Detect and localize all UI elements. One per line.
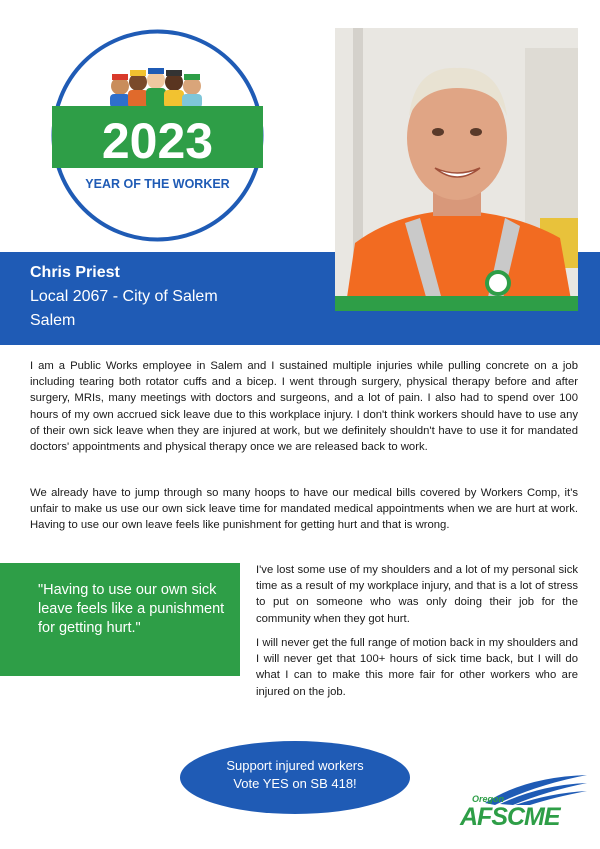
story-paragraph-4: I will never get the full range of motion back in my shoulders and I will never get that 100+ hours of sick time back, but I will do what I can to make this more fair for other workers who are injured on the job. bbox=[256, 637, 578, 698]
story-paragraph-3: I've lost some use of my shoulders and a lot of my personal sick time as a result of my workplace injury, and that is a lot of stress to put on someone who was only doing their job for the community when they got hurt. bbox=[256, 564, 578, 625]
pull-quote-text: "Having to use our own sick leave feels like a punishment for getting hurt." bbox=[38, 582, 225, 636]
support-cta-oval bbox=[180, 741, 410, 814]
cta-line-1: Support injured workers bbox=[226, 758, 364, 773]
pull-quote-box bbox=[0, 563, 240, 676]
afscme-state: Oregon bbox=[472, 794, 505, 804]
cta-line-2: Vote YES on SB 418! bbox=[233, 776, 357, 791]
worker-city: Salem bbox=[30, 312, 76, 329]
workers-illustration-icon bbox=[110, 68, 202, 108]
logo-subtitle: YEAR OF THE WORKER bbox=[85, 177, 230, 191]
logo-year: 2023 bbox=[101, 113, 214, 169]
worker-local: Local 2067 - City of Salem bbox=[30, 288, 218, 305]
worker-photo bbox=[335, 28, 578, 311]
story-paragraph-2: We already have to jump through so many hoops to have our medical bills covered by Workers Comp, it's unfair to make us use our own sick leave time for mandated medical appointments when we are hurt at work. Having to use our own leave feels like punishment for getting hurt and that is wrong. bbox=[30, 487, 578, 532]
year-of-worker-logo bbox=[50, 28, 265, 243]
worker-name: Chris Priest bbox=[30, 264, 120, 281]
oregon-afscme-logo bbox=[455, 775, 590, 833]
story-paragraph-1: I am a Public Works employee in Salem and I sustained multiple injuries while pulling concrete on a job including tearing both rotator cuffs and a bicep. I went through surgery, physical therapy before and after surgery, MRIs, many meetings with doctors and surgeons, and a lot of pain. I also had to spend over 100 hours of my own accrued sick leave due to this workplace injury. I don't think workers should have to use any of their own sick leave when they are injured at work, but we definitely shouldn't have to use it for mandated doctors' appointments and physical therapy once we are released back to work. bbox=[30, 360, 578, 454]
afscme-brand: AFSCME bbox=[460, 803, 560, 831]
